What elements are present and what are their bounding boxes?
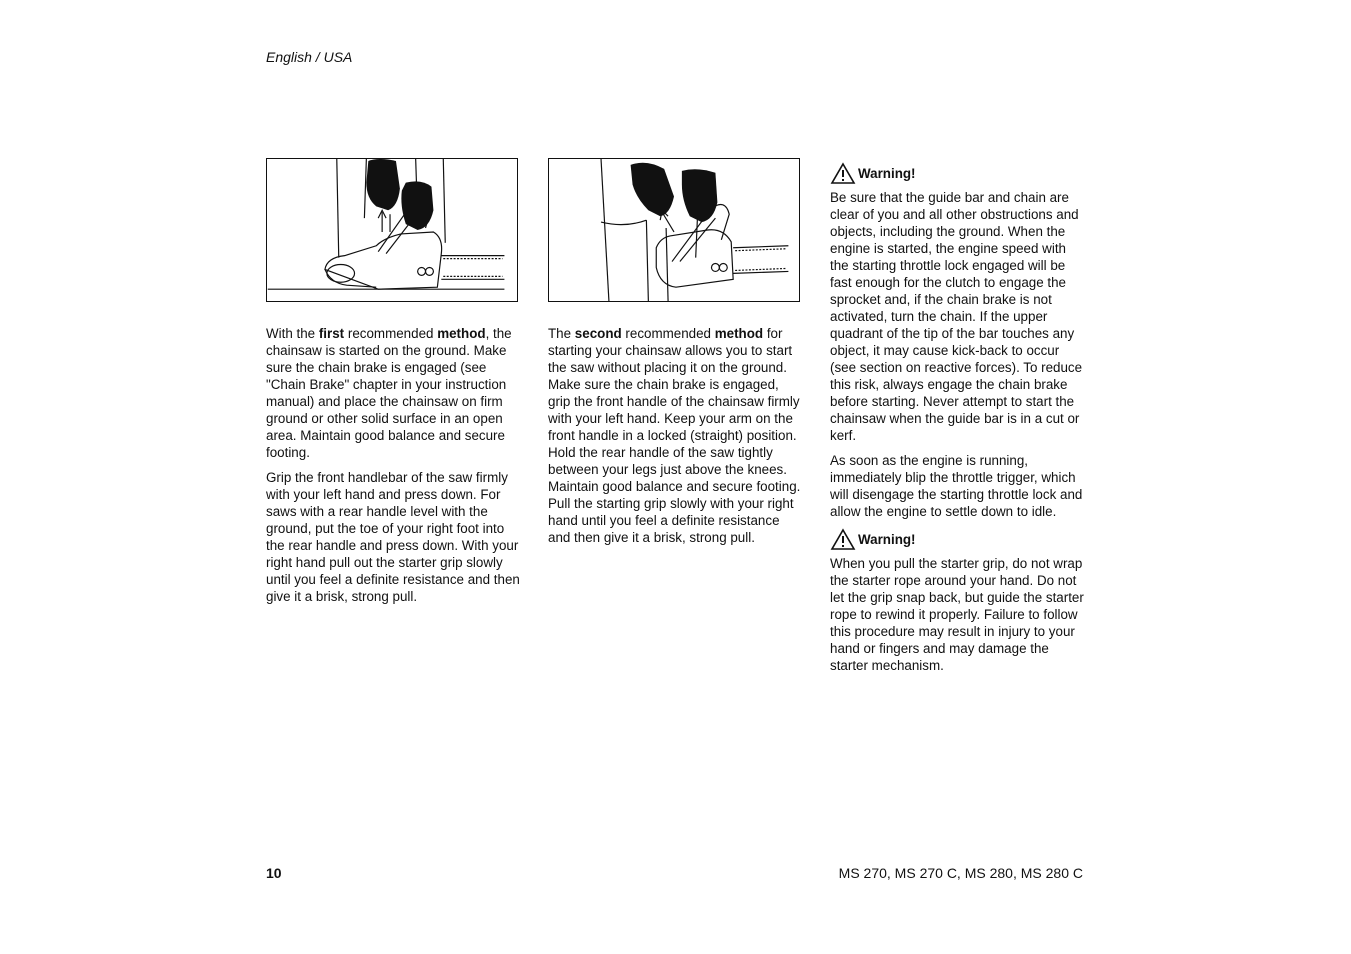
chainsaw-legs-start-illustration [548,158,800,302]
page-number: 10 [266,865,282,881]
warning-triangle-icon [830,528,856,550]
second-method-paragraph: The second recommended method for starting your chainsaw allows you to start the saw without placing it on the ground. Make sure the chain brake is engaged, grip the front handle of the chainsaw firmly with your left hand. Keep your arm on the front handle in a locked (straight) position. Hold the rear handle of the saw tightly between your legs just above the knees. Maintain good balance and secure footing. Pull the starting grip slowly with your right hand until you feel a definite resistance and then give it a brisk, strong pull. [548,326,801,545]
engine-running-paragraph: As soon as the engine is running, immediately blip the throttle trigger, which will disengage the starting throttle lock and allow the engine to settle down to idle. [830,453,1083,519]
model-list: MS 270, MS 270 C, MS 280, MS 280 C [838,865,1083,881]
warning-triangle-icon [830,162,856,184]
column-first-method [266,325,522,613]
warning-heading-2: Warning! [830,528,1084,550]
warning-1-text: Be sure that the guide bar and chain are clear of you and all other obstructions and objects, including the ground. When the engine is started, the engine speed with the starting throttle lock engaged will be fast enough for the clutch to engage the sprocket and, if the chain brake is not activated, turn the chain. If the upper quadrant of the tip of the bar touches any object, it may cause kick-back to occur (see section on reactive forces). To reduce this risk, always engage the chain brake before starting. Never attempt to start the chainsaw when the guide bar is in a cut or kerf. [830,190,1083,443]
warning-heading-1: Warning! [830,162,1084,184]
first-method-paragraph: With the first recommended method, the chainsaw is started on the ground. Make sure the chain brake is engaged (see "Chain Brake" chapter in your instruction manual) and place the chainsaw on firm ground or other solid surface in an open area. Maintain good balance and secure footing. [266,326,512,460]
grip-instructions-paragraph: Grip the front handlebar of the saw firmly with your left hand and press down. For saws with a rear handle level with the ground, put the toe of your right foot into the rear handle and press down. With your right hand pull out the starter grip slowly until you feel a definite resistance and then give it a brisk, strong pull. [266,470,520,604]
column-warnings [830,162,1084,682]
column-second-method [548,325,804,554]
chainsaw-ground-start-illustration [266,158,518,302]
language-label: English / USA [266,49,353,65]
warning-2-text: When you pull the starter grip, do not wrap the starter rope around your hand. Do not let the grip snap back, but guide the starter rope to rewind it properly. Failure to follow this procedure may result in injury to your hand or fingers and may damage the starter mechanism. [830,556,1084,673]
